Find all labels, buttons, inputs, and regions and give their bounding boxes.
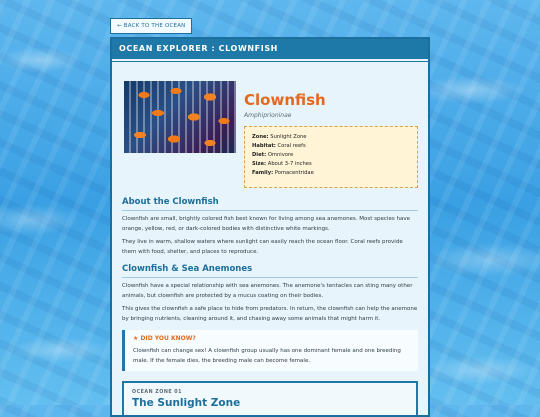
ocean-zone-card[interactable] (122, 381, 418, 417)
did-you-know-callout (122, 330, 418, 371)
zone-tag: OCEAN ZONE 01 (132, 390, 182, 395)
fact-row-zone: Zone: Sunlight Zone (252, 134, 307, 140)
back-to-ocean-button[interactable]: ← BACK TO THE OCEAN (110, 18, 192, 34)
zone-title: The Sunlight Zone (132, 397, 241, 409)
clownfish-photo (124, 81, 236, 153)
species-panel (110, 37, 430, 417)
panel-header: OCEAN EXPLORER : CLOWNFISH (112, 39, 428, 61)
species-intro (122, 61, 418, 176)
facts-box (244, 126, 418, 188)
star-icon: ★ (133, 335, 139, 342)
anemones-paragraph-2: This gives the clownfish a safe place to hide from predators. In return, the clownfish can help the anemone by bringing nutrients, cleaning around it, and chasing away some animals that might harm it. (122, 306, 418, 322)
species-name: Clownfish (244, 91, 326, 109)
fact-row-size: Size: About 3-7 inches (252, 161, 312, 167)
fact-row-diet: Diet: Omnivore (252, 152, 294, 158)
anemones-paragraph-1: Clownfish have a special relationship with sea anemones. The anemone's tentacles can sting many other animals, but clownfish are protected by a mucus coating on their bodies. (122, 283, 413, 299)
did-you-know-heading: DID YOU KNOW? (140, 335, 196, 342)
fact-row-family: Family: Pomacentridae (252, 170, 314, 176)
about-paragraph-1: Clownfish are small, brightly colored fish best known for living among sea anemones. Most species have orange, yellow, red, or dark-colored bodies with distinctive white markings. (122, 216, 410, 232)
scientific-name: Amphiprioninae (244, 112, 292, 119)
did-you-know-text: Clownfish can change sex! A clownfish group usually has one dominant female and one breeding male. If the female dies, the breeding male can become female. (133, 348, 401, 364)
about-paragraph-2: They live in warm, shallow waters where sunlight can easily reach the ocean floor. Coral reefs provide them with food, shelter, and places to reproduce. (122, 239, 403, 255)
fact-row-habitat: Habitat: Coral reefs (252, 143, 306, 149)
about-heading: About the Clownfish (122, 197, 418, 211)
anemones-heading: Clownfish & Sea Anemones (122, 264, 418, 278)
